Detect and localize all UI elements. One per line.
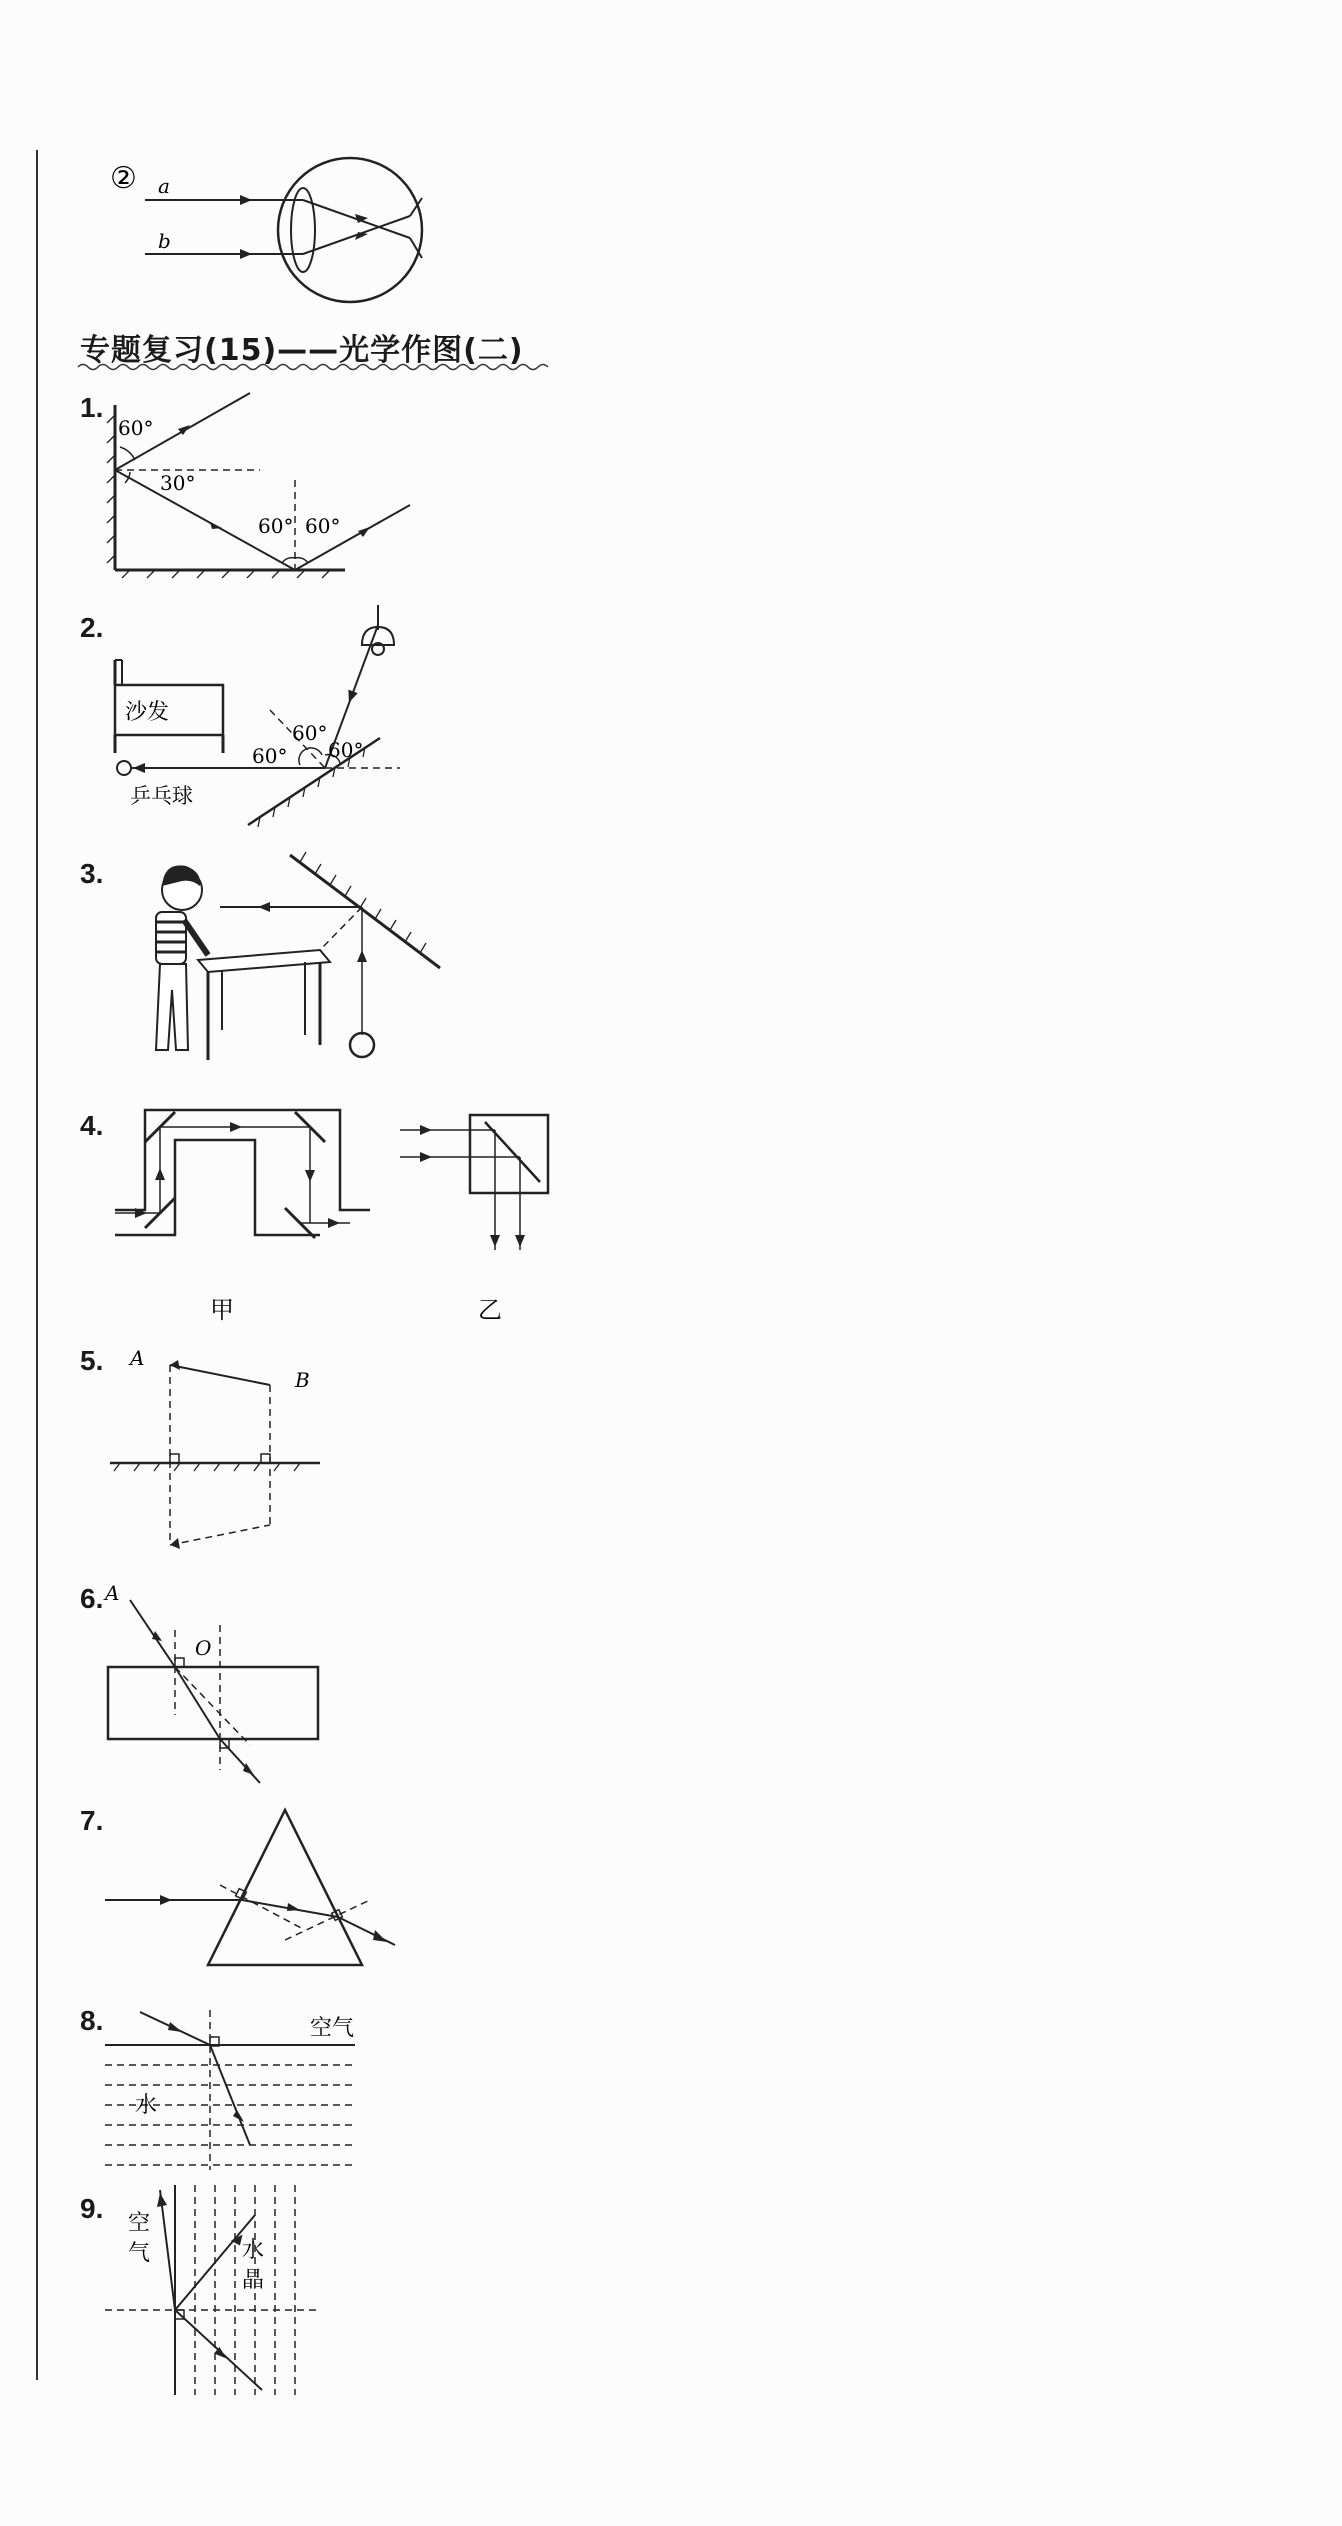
item-1-diagram	[100, 385, 430, 585]
item-2-angle-1: 60°	[292, 721, 328, 745]
point-a-label: A	[130, 1346, 145, 1370]
item-3-diagram	[100, 850, 460, 1080]
item-9-air-2: 气	[128, 2241, 151, 2266]
water-label: 水	[135, 2093, 158, 2118]
point-o-label: O	[195, 1636, 212, 1660]
item-4-number: 4.	[80, 1110, 104, 1141]
item-7-diagram	[100, 1805, 420, 1975]
air-label: 空气	[310, 2016, 355, 2041]
item-2-angle-2: 60°	[252, 744, 288, 768]
eye-marker: ②	[110, 161, 137, 196]
item-1-angle-4: 60°	[305, 514, 341, 538]
item-6-number: 6.	[80, 1583, 104, 1614]
item-4-diagram	[100, 1100, 620, 1350]
item-2-angle-3: 60°	[328, 738, 364, 762]
item-9-air-1: 空	[128, 2211, 151, 2236]
ball-label: 乒乓球	[130, 784, 193, 808]
item-1-number: 1.	[80, 392, 104, 423]
right-caption: 乙	[478, 1296, 502, 1324]
crystal-label-2: 晶	[242, 2268, 265, 2293]
item-1-angle-1: 60°	[118, 416, 154, 440]
item-3-number: 3.	[80, 858, 104, 889]
margin-rule	[36, 150, 38, 2380]
item-2-diagram	[100, 605, 440, 825]
crystal-label-1: 水	[242, 2238, 265, 2263]
item-6-point-a: A	[105, 1581, 120, 1605]
item-6-diagram	[100, 1575, 360, 1775]
left-caption: 甲	[210, 1296, 234, 1324]
sofa-label: 沙发	[125, 700, 170, 725]
item-1-angle-2: 30°	[160, 471, 196, 495]
eye-diagram	[100, 148, 520, 308]
item-2-number: 2.	[80, 612, 104, 643]
item-8-number: 8.	[80, 2005, 104, 2036]
ray-b-label: b	[158, 229, 171, 253]
item-5-diagram	[100, 1335, 340, 1545]
item-1-angle-3: 60°	[258, 514, 294, 538]
item-7-number: 7.	[80, 1805, 104, 1836]
ray-a-label: a	[158, 174, 170, 198]
title-underline	[78, 362, 548, 372]
item-9-number: 9.	[80, 2193, 104, 2224]
point-b-label: B	[295, 1368, 310, 1392]
section-title: 专题复习(15)——光学作图(二)	[80, 333, 524, 368]
item-9-diagram	[100, 2185, 360, 2395]
item-8-diagram	[100, 2000, 400, 2190]
item-5-number: 5.	[80, 1345, 104, 1376]
